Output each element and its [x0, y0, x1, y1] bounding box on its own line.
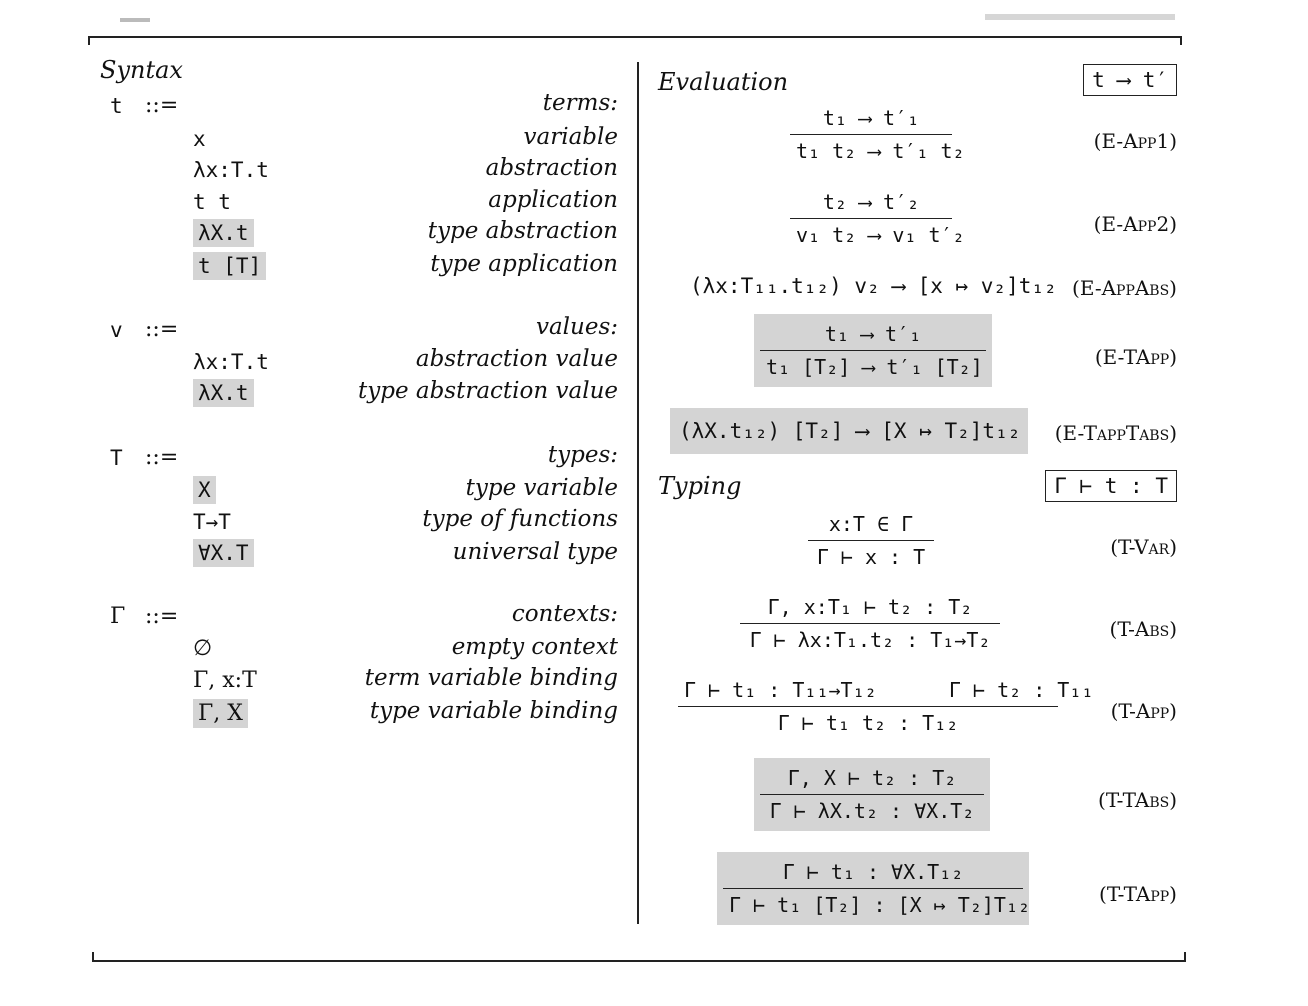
term-desc: abstraction: [485, 155, 618, 181]
values-def: ::=: [145, 317, 179, 342]
inference-bar: [723, 888, 1023, 889]
context-form-highlighted: Γ, X: [193, 699, 248, 728]
rule-name: (E-App1): [1093, 129, 1177, 153]
rule-t-tapp: [717, 852, 1029, 925]
type-form-highlighted: X: [193, 476, 216, 504]
context-desc: type variable binding: [369, 698, 618, 724]
rule-premise: Γ, x:T₁ ⊢ t₂ : T₂: [767, 595, 973, 619]
rule-e-app1: [790, 106, 965, 163]
rule-conclusion: t₁ [T₂] ⟶ t′₁ [T₂]: [766, 355, 983, 379]
rule-conclusion: Γ ⊢ t₁ t₂ : T₁₂: [777, 711, 959, 735]
type-desc: type of functions: [422, 506, 618, 532]
inference-bar: [808, 540, 934, 541]
type-form: T→T: [193, 510, 231, 534]
value-desc: type abstraction value: [357, 378, 618, 404]
rule-e-appabs-axiom: (λx:T₁₁.t₁₂) v₂ ⟶ [x ↦ v₂]t₁₂: [690, 274, 1057, 298]
term-desc: application: [488, 187, 618, 213]
terms-label: terms:: [542, 90, 618, 116]
contexts-label: contexts:: [511, 601, 618, 627]
context-form: ∅: [193, 636, 213, 661]
rule-e-app2: [790, 190, 965, 247]
type-desc: type variable: [465, 475, 618, 501]
contexts-symbol: Γ: [110, 604, 126, 629]
rule-conclusion: Γ ⊢ t₁ [T₂] : [X ↦ T₂]T₁₂: [729, 893, 1031, 917]
term-desc: type abstraction: [427, 218, 618, 244]
rule-conclusion: t₁ t₂ ⟶ t′₁ t₂: [796, 139, 965, 163]
values-symbol: v: [110, 318, 123, 342]
typing-heading: Typing: [658, 472, 742, 500]
rule-name: (T-TAbs): [1098, 788, 1177, 812]
rule-name: (E-App2): [1093, 212, 1177, 236]
rule-premise: x:T ∈ Γ: [828, 512, 914, 536]
inference-bar: [678, 706, 1058, 707]
context-desc: empty context: [451, 634, 618, 660]
rule-name: (E-AppAbs): [1072, 276, 1177, 300]
types-def: ::=: [145, 445, 179, 470]
types-label: types:: [547, 442, 618, 468]
type-form-highlighted: ∀X.T: [193, 539, 254, 567]
rule-e-tapptabs-axiom: (λX.t₁₂) [T₂] ⟶ [X ↦ T₂]t₁₂: [670, 408, 1028, 454]
inference-bar: [790, 218, 952, 219]
rule-conclusion: Γ ⊢ λX.t₂ : ∀X.T₂: [769, 799, 975, 823]
value-form-highlighted: λX.t: [193, 379, 254, 407]
rule-premise: Γ ⊢ t₁ : T₁₁→T₁₂ Γ ⊢ t₂ : T₁₁: [684, 678, 1094, 702]
rule-t-tabs: [754, 758, 990, 831]
value-desc: abstraction value: [415, 346, 618, 372]
type-desc: universal type: [452, 539, 618, 565]
terms-symbol: t: [110, 94, 123, 118]
rule-conclusion: Γ ⊢ λx:T₁.t₂ : T₁→T₂: [749, 628, 991, 652]
rule-conclusion: v₁ t₂ ⟶ v₁ t′₂: [796, 223, 965, 247]
value-form: λx:T.t: [193, 350, 269, 374]
rule-premise: Γ, X ⊢ t₂ : T₂: [787, 766, 957, 790]
rule-t-var: [808, 512, 934, 569]
context-form: Γ, x:T: [193, 668, 257, 693]
inference-bar: [760, 794, 984, 795]
term-form: t t: [193, 190, 231, 214]
figure-frame-top: [88, 36, 1182, 38]
term-form-highlighted: t [T]: [193, 252, 266, 280]
syntax-heading: Syntax: [100, 56, 183, 84]
header-smudge-left: [120, 18, 150, 22]
rule-name: (E-TApp): [1094, 345, 1177, 369]
rule-name: (T-Abs): [1109, 617, 1177, 641]
term-form: x: [193, 127, 206, 151]
term-form-highlighted: λX.t: [193, 219, 254, 247]
rule-t-app: [678, 678, 1094, 735]
term-desc: type application: [430, 251, 618, 277]
rule-premise: Γ ⊢ t₁ : ∀X.T₁₂: [782, 860, 964, 884]
evaluation-judgement: t ⟶ t′: [1083, 64, 1177, 96]
rule-premise: t₁ ⟶ t′₁: [822, 106, 920, 130]
types-symbol: T: [110, 446, 123, 470]
term-desc: variable: [523, 124, 618, 150]
context-desc: term variable binding: [364, 665, 618, 691]
inference-bar: [760, 350, 986, 351]
values-label: values:: [535, 314, 618, 340]
contexts-def: ::=: [145, 604, 179, 629]
rule-name: (T-App): [1110, 699, 1177, 723]
evaluation-heading: Evaluation: [658, 68, 789, 96]
rule-e-tapp: [754, 314, 992, 387]
inference-bar: [740, 623, 1000, 624]
rule-name: (T-TApp): [1099, 882, 1177, 906]
column-divider: [637, 62, 639, 924]
header-smudge-right: [985, 14, 1175, 20]
rule-t-abs: [740, 595, 1000, 652]
rule-premise: t₂ ⟶ t′₂: [822, 190, 920, 214]
typing-judgement: Γ ⊢ t : T: [1045, 470, 1177, 502]
term-form: λx:T.t: [193, 158, 269, 182]
rule-name: (E-TappTabs): [1054, 421, 1177, 445]
rule-name: (T-Var): [1110, 535, 1177, 559]
terms-def: ::=: [145, 93, 179, 118]
rule-premise: t₁ ⟶ t′₁: [824, 322, 922, 346]
inference-bar: [790, 134, 952, 135]
rule-conclusion: Γ ⊢ x : T: [816, 545, 926, 569]
figure-frame-bottom: [92, 960, 1186, 962]
